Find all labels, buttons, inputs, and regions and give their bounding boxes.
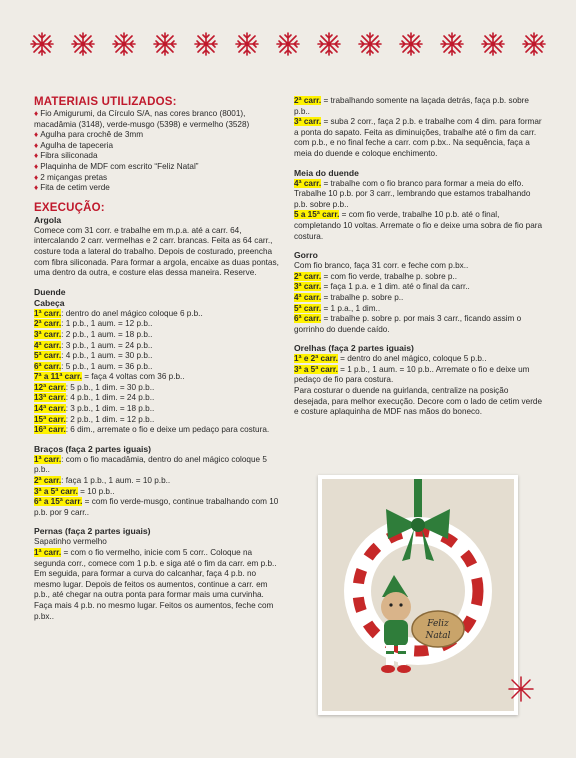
pattern-row: 1ª e 2ª carr. = dentro do anel mágico, coloque 5 p.b..: [294, 354, 487, 364]
pattern-row: 1ª carr.: dentro do anel mágico coloque 6 p.b..: [34, 308, 203, 318]
list-item: ♦ Fita de cetim verde: [34, 183, 110, 193]
snowflake-icon: [31, 33, 53, 55]
diamond-bullet-icon: ♦: [34, 130, 39, 140]
pattern-row: 3ª carr.: 2 p.b., 1 aum. = 18 p.b..: [34, 329, 153, 339]
snowflake-icon: [523, 33, 545, 55]
diamond-bullet-icon: ♦: [34, 109, 39, 118]
materials-list: [34, 109, 282, 194]
pattern-row: 7ª a 11ª carr. = faça 4 voltas com 36 p.b..: [34, 372, 185, 382]
pattern-row: 4ª carr.: 3 p.b., 1 aum. = 24 p.b..: [34, 340, 153, 350]
pattern-row: 3ª a 5ª carr. = 1 p.b., 1 aum. = 10 p.b.. Arremate o fio e deixe um pedaço de fio para costura.: [294, 364, 530, 385]
pattern-row: 4ª carr. = trabalhe p. sobre p..: [294, 292, 404, 302]
right-column: [294, 96, 546, 418]
wreath-illustration: [322, 479, 514, 711]
pattern-row: 15ª carr.: 2 p.b., 1 dim. = 12 p.b..: [34, 414, 155, 424]
list-item: ♦ Fibra siliconada: [34, 151, 98, 161]
diamond-bullet-icon: ♦: [34, 172, 39, 182]
gorro-heading: Gorro: [294, 250, 318, 261]
pattern-row: 3ª a 5ª carr. = 10 p.b..: [34, 486, 115, 496]
meia-heading: Meia do duende: [294, 167, 359, 178]
snowflake-icon: [236, 33, 258, 55]
wreath-photo: [318, 475, 518, 715]
snowflake-icon: [508, 676, 534, 702]
pattern-row: 16ª carr.: 6 dim., arremate o fio e deixe um pedaço para costura.: [34, 425, 270, 435]
left-column: [34, 96, 282, 622]
pattern-row: 1ª carr. = com o fio vermelho, inicie com 5 corr.. Coloque na segunda corr., comece com 1 p.b. e siga até o fim da carr. em p.b.. Em seguida, para formar a curva do calcanhar, faça 4 p.b. no mesmo lugar. Depois de feitos os aumentos, continue a carr. em p.b., até chegar na outra ponta para formar mais uma curvinha. Faça mais 4 p.b. no mesmo lugar. Feitos os aumentos, feche com p.bx..: [34, 548, 277, 621]
pattern-row: 13ª carr.: 4 p.b., 1 dim. = 24 p.b..: [34, 393, 155, 403]
pattern-row: 6ª carr. = trabalhe p. sobre p. por mais 3 carr., ficando assim o gorrinho do duende caído.: [294, 314, 522, 334]
pattern-row: 12ª carr.: 5 p.b., 1 dim. = 30 p.b..: [34, 382, 155, 392]
cabeca-rows: [34, 309, 282, 436]
snowflake-icon: [318, 33, 340, 55]
list-item: ♦ Plaquinha de MDF com escrito “Feliz Natal”: [34, 161, 199, 171]
pattern-row: 5 a 15ª carr. = com fio verde, trabalhe 10 p.b. até o final, completando 10 voltas. Arremate o fio e deixe uma sobra de fio para costura.: [294, 210, 543, 241]
snowflake-icon: [195, 33, 217, 55]
bracos-rows: [34, 455, 282, 519]
list-item: ♦ Agulha para crochê de 3mm: [34, 130, 144, 140]
orelhas-final-text: Para costurar o duende na guirlanda, centralize na posição desejada, para melhor execução. Decore com o lado de cetim verde e costure aplaquinha de MDF nas mãos do boneco.: [294, 386, 543, 417]
pattern-row: 1ª carr.: com o fio macadâmia, dentro do anel mágico coloque 5 p.b..: [34, 454, 267, 475]
cabeca-heading: Cabeça: [34, 297, 65, 308]
pattern-row: 3ª carr. = suba 2 corr., faça 2 p.b. e trabalhe com 4 dim. para formar a ponta do sapato. Feita as diminuições, trabalhe até o fim da carr. com p.b., e no final feche a carr. com p.bx.. Na sequência, faça a meia do duende e coloque enchimento.: [294, 117, 542, 158]
snowflake-icon: [441, 33, 463, 55]
gorro-intro: Com fio branco, faça 31 corr. e feche com p.bx..: [294, 261, 469, 271]
execution-heading: EXECUÇÃO:: [34, 201, 105, 214]
pattern-row: 2ª carr.: faça 1 p.b., 1 aum. = 10 p.b..: [34, 476, 171, 486]
plaque-text-line1: Feliz: [427, 619, 449, 629]
pattern-row: 2ª carr. = trabalhando somente na laçada detrás, faça p.b. sobre p.b..: [294, 96, 529, 116]
list-item: ♦ Agulha de tapeceria: [34, 140, 114, 150]
argola-text: Comece com 31 corr. e trabalhe em m.p.a. até a carr. 64, intercalando 2 carr. vermelhas e 2 carr. brancas. Feita as 64 carr., costure toda a lateral do trabalho. Depois de costurado, preencha com fibra siliconada. Para formar a argola, encaixe as duas pontas, uma dentro da outra, e costure elas dessa maneira. Reserve.: [34, 225, 279, 278]
decorative-header-band: [0, 0, 576, 70]
pattern-row: 6ª carr.: 5 p.b., 1 aum. = 36 p.b..: [34, 361, 153, 371]
pattern-row: 6ª a 15ª carr. = com fio verde-musgo, continue trabalhando com 10 p.b. por 9 carr..: [34, 497, 279, 517]
snowflake-icon: [113, 33, 135, 55]
diamond-bullet-icon: ♦: [34, 151, 39, 161]
pattern-row: 2ª carr.: 1 p.b., 1 aum. = 12 p.b..: [34, 319, 153, 329]
snowflake-row: [30, 30, 550, 60]
pattern-row: 5ª carr. = 1 p.a., 1 dim..: [294, 303, 381, 313]
duende-heading: Duende: [34, 286, 66, 297]
materials-heading: MATERIAIS UTILIZADOS:: [34, 96, 177, 108]
snowflake-icon: [482, 33, 504, 55]
snowflake-icon: [72, 33, 94, 55]
pattern-row: 4ª carr. = trabalhe com o fio branco para formar a meia do elfo. Trabalhe 10 p.b. por 3 carr., lembrando que estamos trabalhando p.b. sobre p.b..: [294, 178, 531, 209]
pattern-row: 3ª carr. = faça 1 p.a. e 1 dim. até o final da carr..: [294, 282, 470, 292]
snowflake-icon: [277, 33, 299, 55]
diamond-bullet-icon: ♦: [34, 183, 39, 193]
diamond-bullet-icon: ♦: [34, 161, 39, 171]
pernas-heading: Pernas (faça 2 partes iguais): [34, 526, 151, 537]
pattern-row: 14ª carr.: 3 p.b., 1 dim. = 18 p.b..: [34, 404, 155, 414]
pattern-row: 5ª carr.: 4 p.b., 1 aum. = 30 p.b..: [34, 351, 153, 361]
snowflake-icon: [359, 33, 381, 55]
list-item: ♦ 2 miçangas pretas: [34, 172, 108, 182]
list-item: ♦ Fio Amigurumi, da Círculo S/A, nas cores branco (8001), macadâmia (3148), verde-musgo (5398) e vermelho (3528): [34, 109, 250, 129]
plaque-text-line2: Natal: [425, 631, 451, 641]
orelhas-heading: Orelhas (faça 2 partes iguais): [294, 343, 414, 354]
snowflake-icon: [400, 33, 422, 55]
pernas-subtitle: Sapatinho vermelho: [34, 537, 107, 547]
argola-heading: Argola: [34, 214, 62, 225]
diamond-bullet-icon: ♦: [34, 140, 39, 150]
snowflake-icon: [154, 33, 176, 55]
pattern-row: 2ª carr. = com fio verde, trabalhe p. sobre p..: [294, 271, 458, 281]
bracos-heading: Braços (faça 2 partes iguais): [34, 443, 152, 454]
